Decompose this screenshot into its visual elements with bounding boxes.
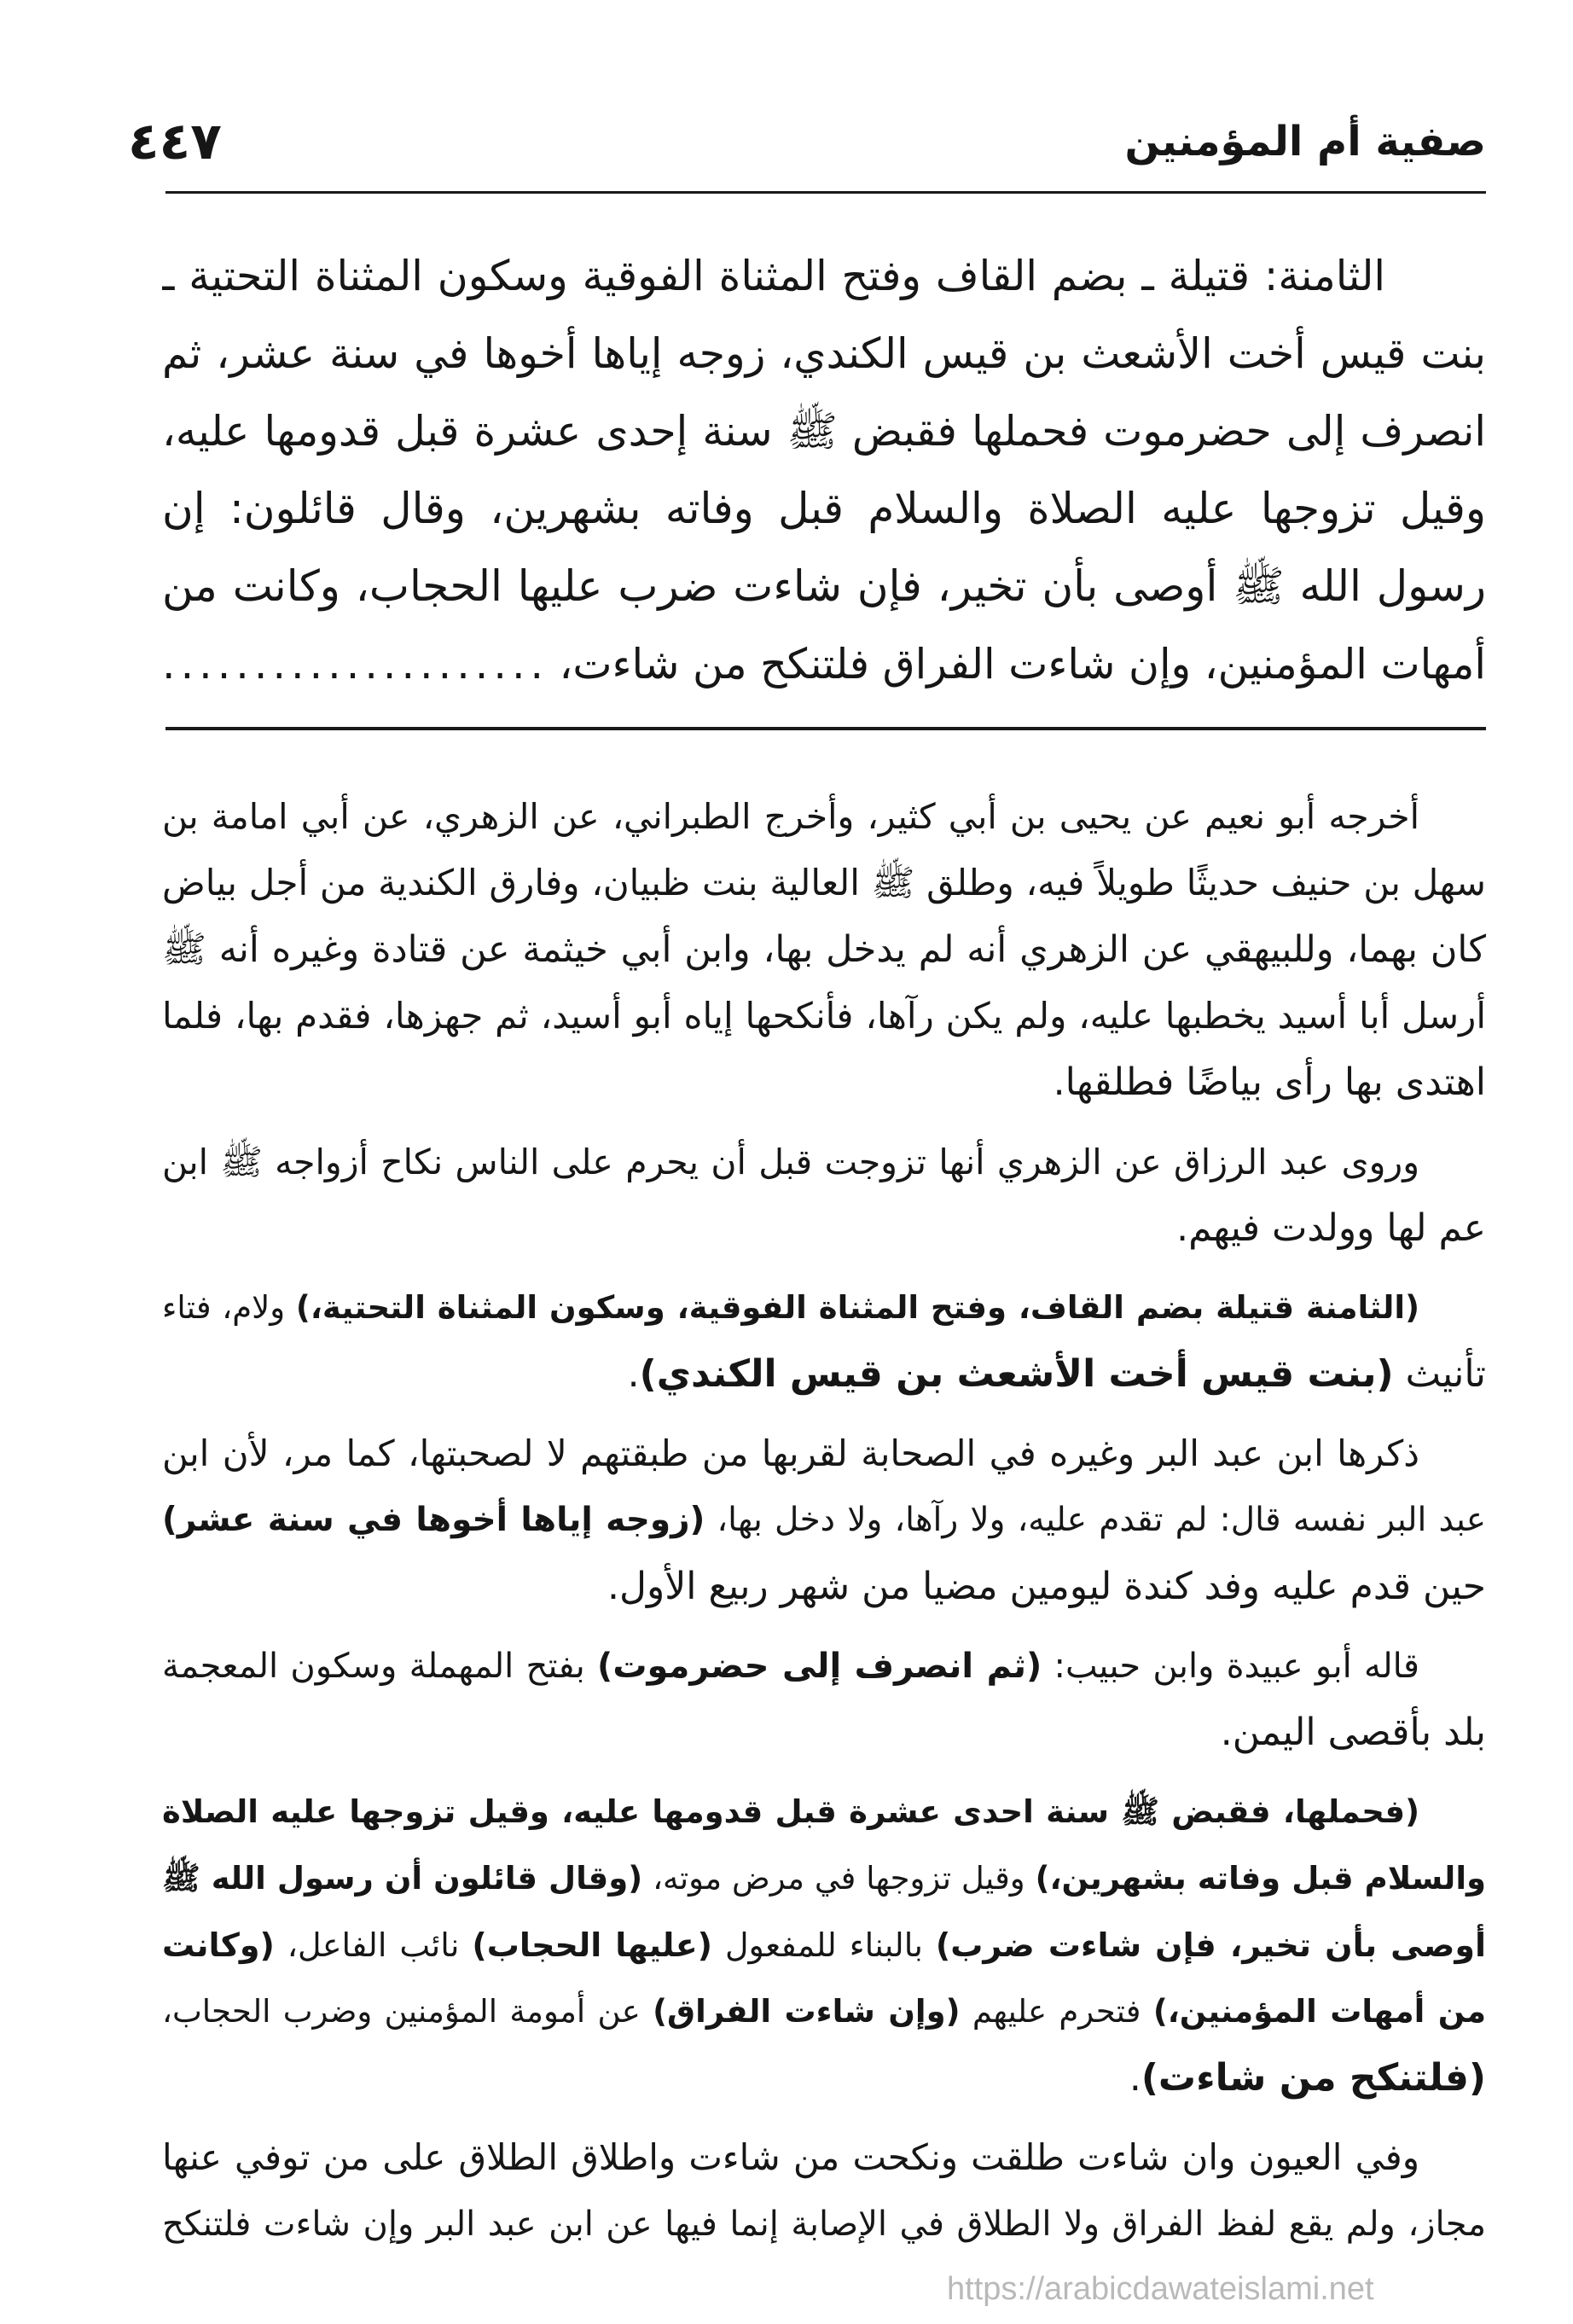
commentary-line: مجاز، ولم يقع لفظ الفراق ولا الطلاق في الإصابة إنما فيها عن ابن عبد البر وإن شاءت فلتنكح (162, 2205, 1486, 2244)
explanation-text: . (627, 1352, 640, 1396)
running-title: صفية أم المؤمنين (1124, 118, 1486, 166)
commentary-line (162, 2045, 1486, 2112)
quoted-text: (فلتنكح من شاءت) (1141, 2056, 1486, 2100)
explanation-text: قاله أبو عبيدة وابن حبيب: (1042, 1647, 1419, 1686)
quoted-text: (بنت قيس أخت الأشعث بن قيس الكندي) (639, 1352, 1394, 1396)
main-text (162, 237, 1486, 703)
commentary-paragraph (162, 1275, 1486, 1408)
commentary-line: سهل بن حنيف حديثًا طويلاً فيه، وطلق ﷺ العالية بنت ظبيان، وفارق الكندية من أجل بياض (162, 862, 1486, 903)
explanation-text: وقيل تزوجها في مرض موته، (642, 1860, 1036, 1897)
dot-leader: ..................... (162, 640, 549, 688)
main-text-line: انصرف إلى حضرموت فحملها فقبض ﷺ سنة إحدى عشرة قبل قدومها عليه، (162, 407, 1486, 456)
main-text-line: الثامنة: قتيلة ـ بضم القاف وفتح المثناة الفوقية وسكون المثناة التحتية ـ (162, 252, 1385, 300)
quoted-text: والسلام قبل وفاته بشهرين،) (1035, 1860, 1486, 1897)
explanation-text: . (1129, 2056, 1141, 2100)
commentary-line (162, 1633, 1486, 1699)
commentary-line (162, 1978, 1486, 2045)
commentary-line: أرسل أبا أسيد يخطبها عليه، ولم يكن رآها، فأنكحها إياه أبو أسيد، ثم جهزها، فقدم بها، فلما (162, 995, 1486, 1037)
watermark-url: https://arabicdawateislami.net (947, 2271, 1374, 2307)
quoted-text: (وإن شاءت الفراق) (653, 1993, 961, 2030)
main-text-segment: أمهات المؤمنين، وإن شاءت الفراق فلتنكح من شاءت، (559, 640, 1486, 688)
commentary-line (162, 1275, 1486, 1341)
header-rule (165, 191, 1486, 194)
explanation-text: فتحرم عليهم (960, 1993, 1153, 2030)
quoted-text: (عليها الحجاب) (472, 1926, 713, 1964)
commentary-line: أخرجه أبو نعيم عن يحيى بن أبي كثير، وأخرج الطبراني، عن الزهري، عن أبي امامة بن (162, 796, 1419, 837)
main-text-line (162, 625, 1486, 703)
commentary-line: بلد بأقصى اليمن. (1220, 1711, 1486, 1754)
commentary-line: ذكرها ابن عبد البر وغيره في الصحابة لقربها من طبقتهم لا لصحبتها، كما مر، لأن ابن (162, 1432, 1419, 1474)
main-text-line: وقيل تزوجها عليه الصلاة والسلام قبل وفاته بشهرين، وقال قائلون: إن (162, 484, 1486, 533)
commentary-line: كان بهما، وللبيهقي عن الزهري أنه لم يدخل بها، وابن أبي خيثمة عن قتادة وغيره أنه ﷺ (162, 928, 1486, 971)
commentary-line (162, 1341, 1486, 1408)
explanation-text: تأنيث (1393, 1352, 1486, 1396)
main-text-line: رسول الله ﷺ أوصى بأن تخير، فإن شاءت ضرب عليها الحجاب، وكانت من (162, 561, 1486, 611)
commentary-paragraph (162, 1129, 1486, 1262)
explanation-text: عن أمومة المؤمنين وضرب الحجاب، (162, 1993, 653, 2030)
quoted-text: أوصى بأن تخير، فإن شاءت ضرب) (935, 1926, 1486, 1964)
commentary-paragraph (162, 1633, 1486, 1766)
commentary-line: اهتدى بها رأى بياضًا فطلقها. (1053, 1060, 1486, 1104)
commentary-paragraph (162, 1779, 1486, 2112)
commentary-line (162, 1487, 1486, 1554)
quoted-text: من أمهات المؤمنين،) (1152, 1993, 1486, 2030)
commentary-paragraph (162, 1421, 1486, 1620)
commentary-line: عم لها وولدت فيهم. (1176, 1206, 1486, 1250)
quoted-text: (الثامنة قتيلة بضم القاف، وفتح المثناة الفوقية، وسكون المثناة التحتية،) (295, 1289, 1419, 1326)
explanation-text: ولام، فتاء (162, 1289, 296, 1326)
quoted-text: (وكانت (162, 1926, 275, 1964)
quoted-text: (وقال قائلون أن رسول الله ﷺ (162, 1860, 643, 1897)
page-number: ٤٤٧ (128, 112, 222, 171)
commentary-paragraph (162, 2124, 1486, 2257)
explanation-text: بالبناء للمفعول (712, 1926, 936, 1964)
commentary-line: وفي العيون وان شاءت طلقت ونكحت من شاءت واطلاق الطلاق على من توفي عنها (162, 2136, 1419, 2178)
commentary-paragraph (162, 783, 1486, 1116)
quoted-text: (زوجه إياها أخوها في سنة عشر) (162, 1501, 705, 1539)
commentary (162, 783, 1486, 2257)
commentary-line (162, 1845, 1486, 1912)
commentary-line: (فحملها، فقبض ﷺ سنة احدى عشرة قبل قدومها عليه، وقيل تزوجها عليه الصلاة (162, 1793, 1419, 1830)
main-text-line: بنت قيس أخت الأشعث بن قيس الكندي، زوجه إياها أخوها في سنة عشر، ثم (162, 329, 1486, 378)
commentary-line (162, 1912, 1486, 1978)
explanation-text: نائب الفاعل، (274, 1926, 473, 1964)
footnote-separator-rule (165, 727, 1486, 730)
commentary-line: وروى عبد الرزاق عن الزهري أنها تزوجت قبل أن يحرم على الناس نكاح أزواجه ﷺ ابن (162, 1142, 1419, 1182)
commentary-line: حين قدم عليه وفد كندة ليومين مضيا من شهر ربيع الأول. (607, 1565, 1486, 1608)
explanation-text: بفتح المهملة وسكون المعجمة (162, 1647, 598, 1686)
quoted-text: (ثم انصرف إلى حضرموت) (597, 1647, 1042, 1686)
explanation-text: عبد البر نفسه قال: لم تقدم عليه، ولا رآها، ولا دخل بها، (705, 1501, 1486, 1539)
page-header (128, 107, 1486, 176)
